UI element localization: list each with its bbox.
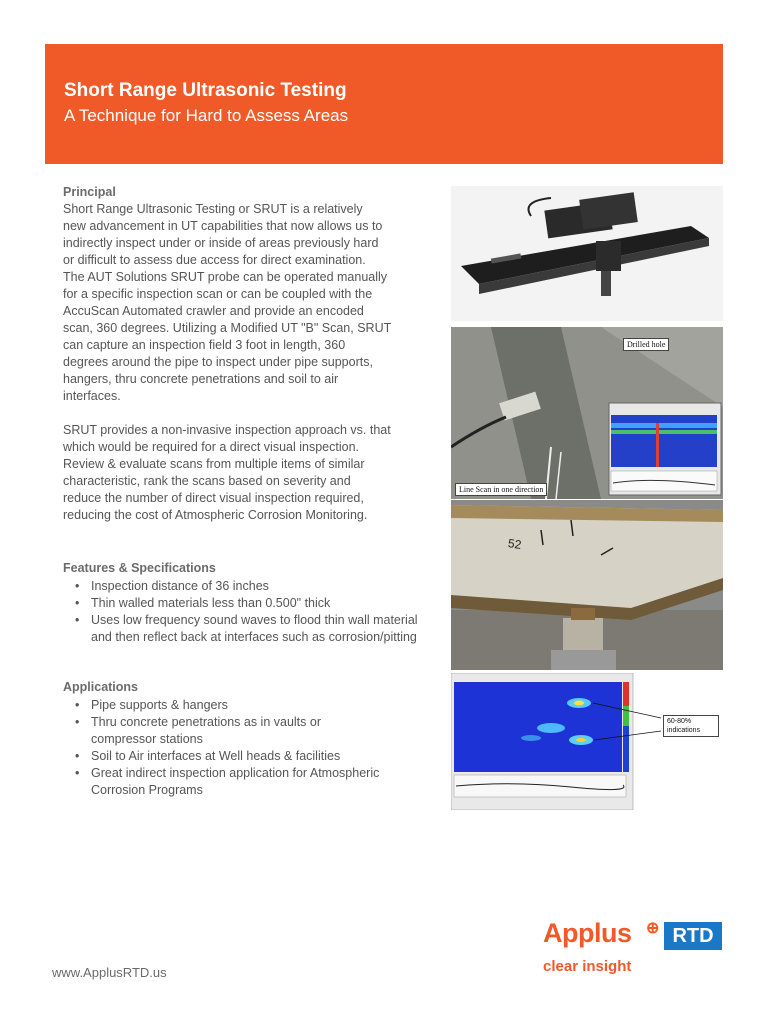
principal-paragraph-1: Short Range Ultrasonic Testing or SRUT is a relatively new advancement in UT capabilities that now allows us to indirectly inspect under or inside of areas previously hard or difficult to assess due access for direct examination. The AUT Solutions SRUT probe can be operated manually for a specific inspection scan or can be coupled with the AccuScan Automated crawler and provide an encoded scan, 360 degrees. Utilizing a Modified UT "B" Scan, SRUT can capture an inspection field 3 foot in length, 360 degrees around the pipe to inspect under pipe supports, hangers, thru concrete penetrations and soil to air interfaces. — [63, 202, 392, 403]
principal-paragraph-2: SRUT provides a non-invasive inspection approach vs. that which would be required for a direct visual inspection. Review & evaluate scans from multiple items of similar characteristic, rank the scans based on severity and reduce the number of direct visual inspection required, reducing the cost of Atmospheric Corrosion Monitoring. — [63, 423, 391, 522]
features-section — [63, 560, 433, 646]
page-title: Short Range Ultrasonic Testing — [64, 80, 347, 101]
pipe-support-photo — [451, 500, 723, 670]
applications-heading: Applications — [63, 680, 139, 694]
crawler-photo — [451, 186, 723, 321]
applications-list — [63, 697, 433, 799]
applus-rtd-logo — [541, 918, 731, 978]
logo-brand: Applus — [543, 918, 632, 948]
list-item: • Great indirect inspection application for Atmospheric Corrosion Programs — [75, 765, 435, 799]
features-list — [63, 578, 433, 646]
crawler-illustration — [451, 186, 723, 321]
logo-rtd-badge: RTD — [664, 922, 722, 950]
plus-icon: ⊕ — [646, 920, 660, 937]
principal-heading: Principal — [63, 185, 116, 199]
page-subtitle: A Technique for Hard to Assess Areas — [64, 106, 349, 125]
header-banner — [45, 44, 723, 164]
scan-results-image — [451, 673, 723, 810]
list-item: • Soil to Air interfaces at Well heads & facilities — [75, 748, 433, 765]
pipe-probe-illustration — [451, 327, 723, 499]
pipe-support-illustration — [451, 500, 723, 670]
website-link[interactable]: www.ApplusRTD.us — [52, 965, 167, 980]
list-item: • Inspection distance of 36 inches — [75, 578, 433, 595]
pipe-probe-photo — [451, 327, 723, 499]
principal-section — [63, 184, 433, 524]
list-item: • Thru concrete penetrations as in vaults or compressor stations — [75, 714, 375, 748]
list-item: • Thin walled materials less than 0.500" thick — [75, 595, 433, 612]
list-item: • Pipe supports & hangers — [75, 697, 433, 714]
pipe-marking: 52 — [507, 536, 523, 552]
list-item: • Uses low frequency sound waves to flood thin wall material and then reflect back at interfaces such as corrosion/pitting — [75, 612, 425, 646]
applications-section — [63, 679, 433, 799]
logo-tagline: clear insight — [543, 958, 632, 975]
scan-results-illustration — [451, 673, 723, 810]
indications-label: 60-80% indications — [663, 715, 719, 737]
line-scan-label: Line Scan in one direction — [455, 483, 547, 496]
drilled-hole-label: Drilled hole — [623, 338, 669, 351]
features-heading: Features & Specifications — [63, 561, 216, 575]
